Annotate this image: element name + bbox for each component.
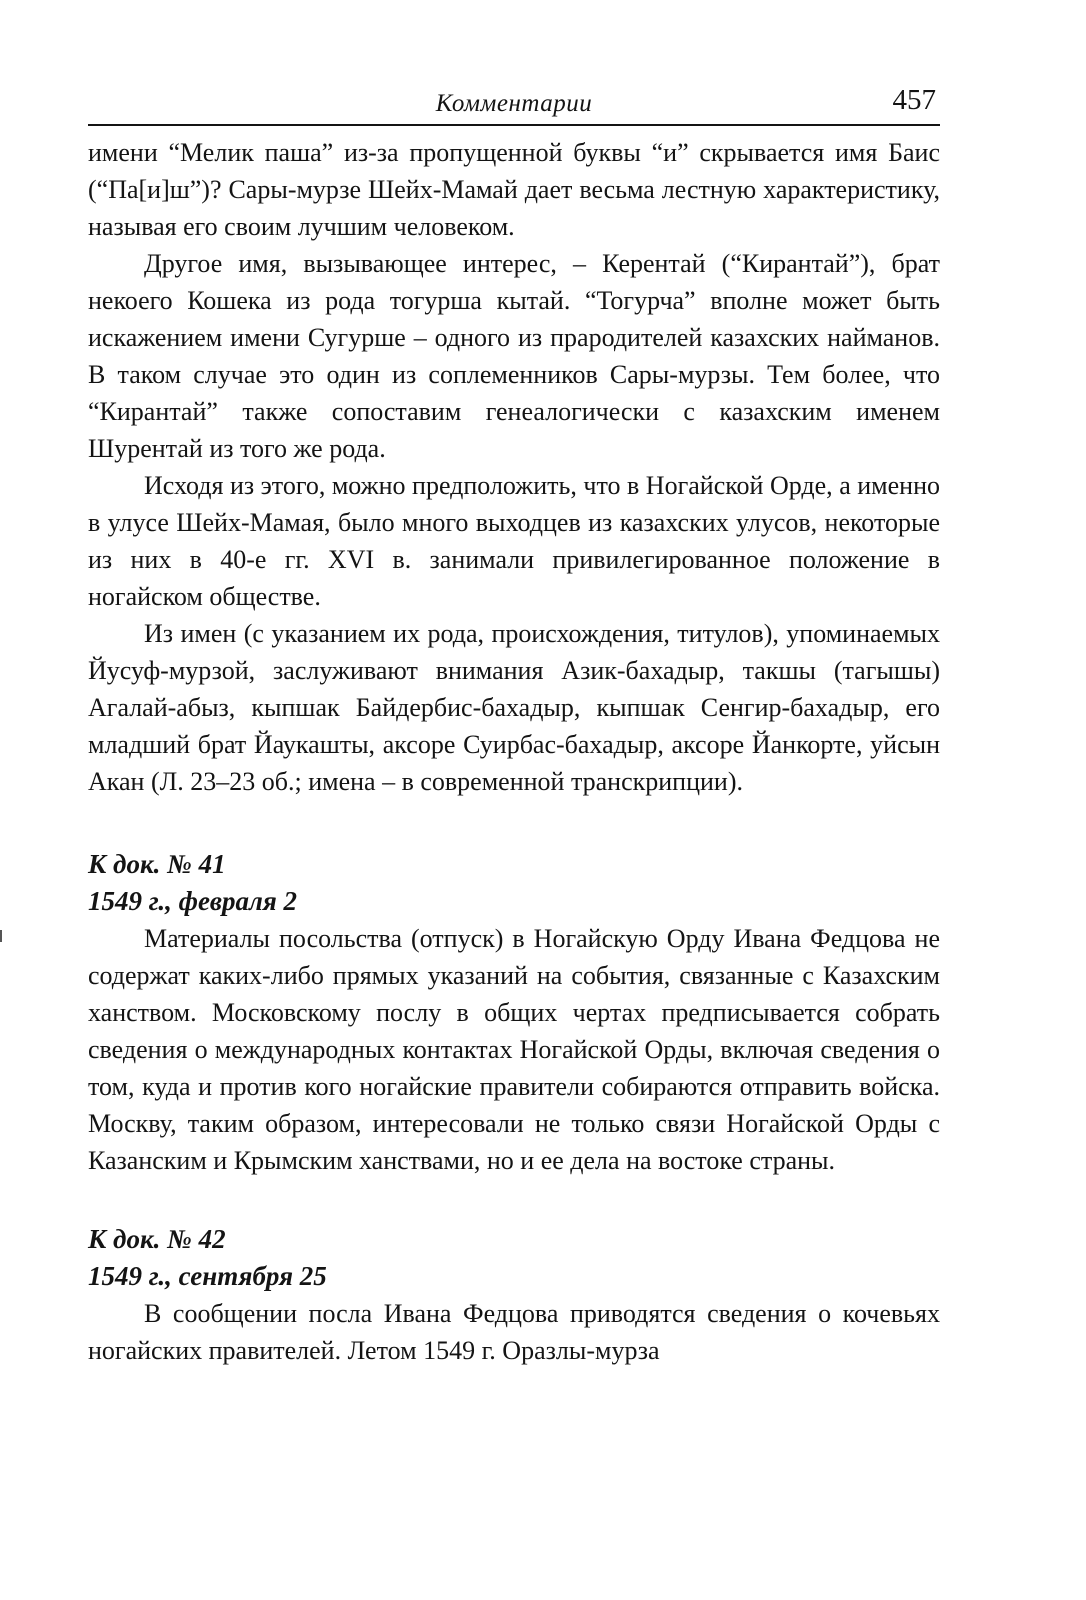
running-title: Комментарии xyxy=(435,90,593,117)
section-heading-doc-42-date: 1549 г., сентября 25 xyxy=(88,1261,327,1291)
page-number: 457 xyxy=(892,84,936,116)
paragraph-conclusion: Исходя из этого, можно предположить, что в Ногайской Орде, а именно в улусе Шейх-Мамая, было много выходцев из казахских улусов, некоторые из них в 40-е гг. XVI в. занимали привилегированное положение в ногайском обществе. xyxy=(88,471,940,611)
paragraph-continuation: имени “Мелик паша” из-за пропущенной буквы “и” скрывается имя Баис (“Па[и]ш”)? Сары-мурзе Шейх-Мамай дает весьма лестную характеристику, называя его своим лучшим человеком. xyxy=(88,138,940,241)
paragraph-names-list: Из имен (с указанием их рода, происхождения, титулов), упоминаемых Йусуф-мурзой, заслуживают внимания Азик-бахадыр, такшы (тагышы) Агалай-абыз, кыпшак Байдербис-бахадыр, кыпшак Сенгир-бахадыр, его младший брат Йаукашты, аксоре Суирбас-бахадыр, аксоре Йанкорте, уйсын Акан (Л. 23–23 об.; имена – в современной транскрипции). xyxy=(88,619,940,796)
section-heading-doc-42 xyxy=(88,1221,940,1295)
section-heading-doc-41 xyxy=(88,846,940,920)
scan-edge-mark xyxy=(0,930,2,942)
paragraph-kerentai: Другое имя, вызывающее интерес, – Керентай (“Кирантай”), брат некоего Кошека из рода тогурша кытай. “Тогурча” вполне может быть искажением имени Сугурше – одного из прародителей казахских найманов. В таком случае это один из соплеменников Сары-мурзы. Тем более, что “Кирантай” также сопоставим генеалогически с казахским именем Шурентай из того же рода. xyxy=(88,249,940,463)
running-header xyxy=(88,84,940,126)
book-page xyxy=(88,84,940,1369)
section-text-doc-42: В сообщении посла Ивана Федцова приводятся сведения о кочевьях ногайских правителей. Летом 1549 г. Оразлы-мурза xyxy=(88,1299,940,1365)
section-heading-doc-41-title: К док. № 41 xyxy=(88,849,226,879)
section-heading-doc-41-date: 1549 г., февраля 2 xyxy=(88,886,297,916)
page-body xyxy=(88,134,940,1369)
section-text-doc-41: Материалы посольства (отпуск) в Ногайскую Орду Ивана Федцова не содержат каких-либо прямых указаний на события, связанные с Казахским ханством. Московскому послу в общих чертах предписывается собрать сведения о международных контактах Ногайской Орды, включая сведения о том, куда и против кого ногайские правители собираются отправить войска. Москву, таким образом, интересовали не только связи Ногайской Орды с Казанским и Крымским ханствами, но и ее дела на востоке страны. xyxy=(88,924,940,1175)
section-heading-doc-42-title: К док. № 42 xyxy=(88,1224,226,1254)
